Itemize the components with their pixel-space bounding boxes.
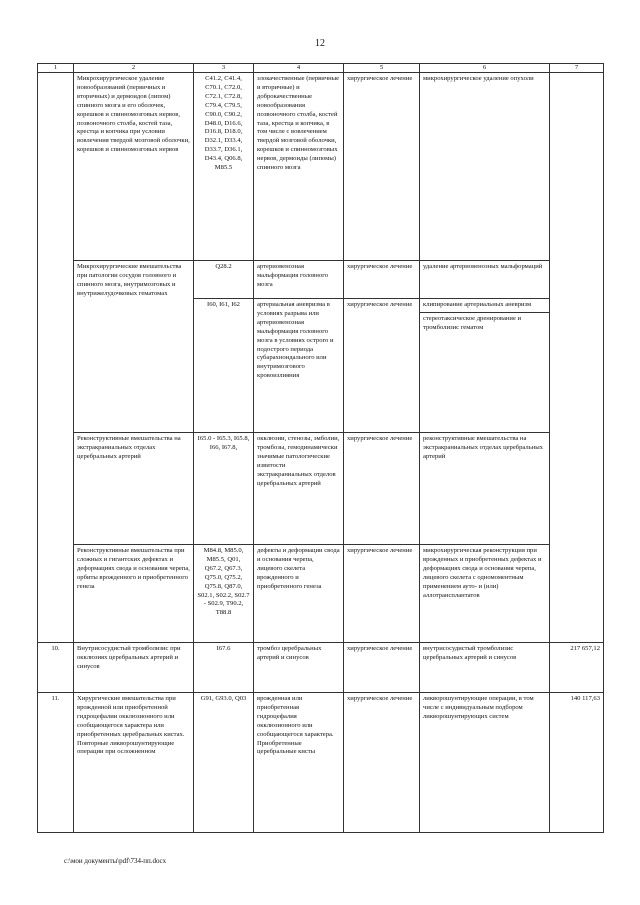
header-cell: 7 [550,64,604,73]
method-cell: ликворошунтирующие операции, в том числе с индивидуальным подбором ликворошунтирующих систем [420,693,550,833]
diagnosis-cell: дефекты и деформации свода и основания черепа, лицевого скелета врожденного и приобретенного генеза [254,545,344,643]
procedure-name-cell: Реконструктивные вмешательства при сложных и гигантских дефектах и деформациях свода и основания черепа, орбиты врожденного и приобретенного генеза [74,545,194,643]
table-row [38,643,604,693]
treatment-type-cell: хирургическое лечение [344,261,420,299]
method-cell: реконструктивные вмешательства на экстракраниальных отделах церебральных артерий [420,433,550,545]
procedures-table [37,63,604,833]
icd-codes-cell: G91, G93.0, Q03 [194,693,254,833]
header-cell: 2 [74,64,194,73]
treatment-type-cell: хирургическое лечение [344,433,420,545]
header-cell: 5 [344,64,420,73]
procedure-name-cell: Хирургические вмешательства при врожденной или приобретенной гидроцефалии окклюзионного или сообщающегося характера или приобретенных церебральных кистах. Повторные ликворошунтирующие операции при осложненном [74,693,194,833]
method-item: клипирование артериальных аневризм [423,301,532,308]
method-cell: микрохирургическая реконструкция при врожденных и приобретенных дефектах и деформациях свода и основания черепа, лицевого скелета с одномоментным применением ауто- и (или) аллотрансплантатов [420,545,550,643]
diagnosis-cell: артериовенозная мальформация головного мозга [254,261,344,299]
method-cell: удаление артериовенозных мальформаций [420,261,550,299]
method-cell [420,299,550,433]
procedure-name-cell: Микрохирургические вмешательства при патологии сосудов головного и спинного мозга, внутримозговых и внутрижелудочковых гематомах [74,261,194,433]
procedure-name-cell: Реконструктивные вмешательства на экстракраниальных отделах церебральных артерий [74,433,194,545]
treatment-type-cell: хирургическое лечение [344,693,420,833]
header-cell: 4 [254,64,344,73]
method-cell: внутрисосудистый тромболизис церебральных артерий и синусов [420,643,550,693]
cost-cell: 140 117,63 [550,693,604,833]
header-row [38,64,604,73]
row-number-cell: 11. [38,693,74,833]
header-cell: 6 [420,64,550,73]
icd-codes-cell: I60, I61, I62 [194,299,254,433]
diagnosis-cell: окклюзии, стенозы, эмболии, тромбозы, гемодинамически значимые патологические извитости экстракраниальных отделов церебральных артерий [254,433,344,545]
file-path-footer: c:\мои документы\pdf\734-пп.docx [64,857,167,865]
method-cell: микрохирургическое удаление опухоли [420,73,550,261]
icd-codes-cell: I65.0 - I65.3, I65.8, I66, I67.8, [194,433,254,545]
table-row [38,545,604,643]
cost-cell: 217 657,12 [550,643,604,693]
row-number-cell: 10. [38,643,74,693]
procedure-name-cell: Микрохирургическое удаление новообразований (первичных и вторичных) и дермоидов (липом) спинного мозга и его оболочек, корешков и спинномозговых нервов, позвоночного столба, костей таза, крестца и копчика при условии вовлечения твердой мозговой оболочки, корешков и спинномозговых нервов [74,73,194,261]
icd-codes-cell: M84.8, M85.0, M85.5, Q01, Q67.2, Q67.3, Q75.0, Q75.2, Q75.8, Q87.0, S02.1, S02.2, S02.7 - S02.9, T90.2, T88.8 [194,545,254,643]
table-row [38,433,604,545]
procedure-name-cell: Внутрисосудистый тромболизис при окклюзиях церебральных артерий и синусов [74,643,194,693]
treatment-type-cell: хирургическое лечение [344,299,420,433]
header-cell: 1 [38,64,74,73]
cost-cell [550,73,604,643]
diagnosis-cell: тромбоз церебральных артерий и синусов [254,643,344,693]
diagnosis-cell: артериальная аневризма в условиях разрыва или артериовенозная мальформация головного мозга в условиях острого и подострого периода субарахноидального или внутримозгового кровоизлияния [254,299,344,433]
table-row [38,73,604,261]
table-row [38,261,604,299]
row-number-cell [38,73,74,643]
diagnosis-cell: врожденная или приобретенная гидроцефалия окклюзионного или сообщающегося характера. Приобретенные церебральные кисты [254,693,344,833]
method-item: стереотаксическое дренирование и тромболизис гематом [420,312,549,335]
treatment-type-cell: хирургическое лечение [344,73,420,261]
icd-codes-cell: C41.2, C41.4, C70.1, C72.0, C72.1, C72.8, C79.4, C79.5, C90.0, C90.2, D48.0, D16.6, D16.8, D18.0, D32.1, D33.4, D33.7, D36.1, D43.4, Q06.8, M85.5 [194,73,254,261]
page-number: 12 [315,38,325,49]
treatment-type-cell: хирургическое лечение [344,643,420,693]
table-row [38,693,604,833]
icd-codes-cell: I67.6 [194,643,254,693]
treatment-type-cell: хирургическое лечение [344,545,420,643]
icd-codes-cell: Q28.2 [194,261,254,299]
header-cell: 3 [194,64,254,73]
diagnosis-cell: злокачественные (первичные и вторичные) и доброкачественные новообразования позвоночного столба, костей таза, крестца и копчика, в том числе с вовлечением твердой мозговой оболочки, корешков и спинномозговых нервов, дермоиды (липомы) спинного мозга [254,73,344,261]
